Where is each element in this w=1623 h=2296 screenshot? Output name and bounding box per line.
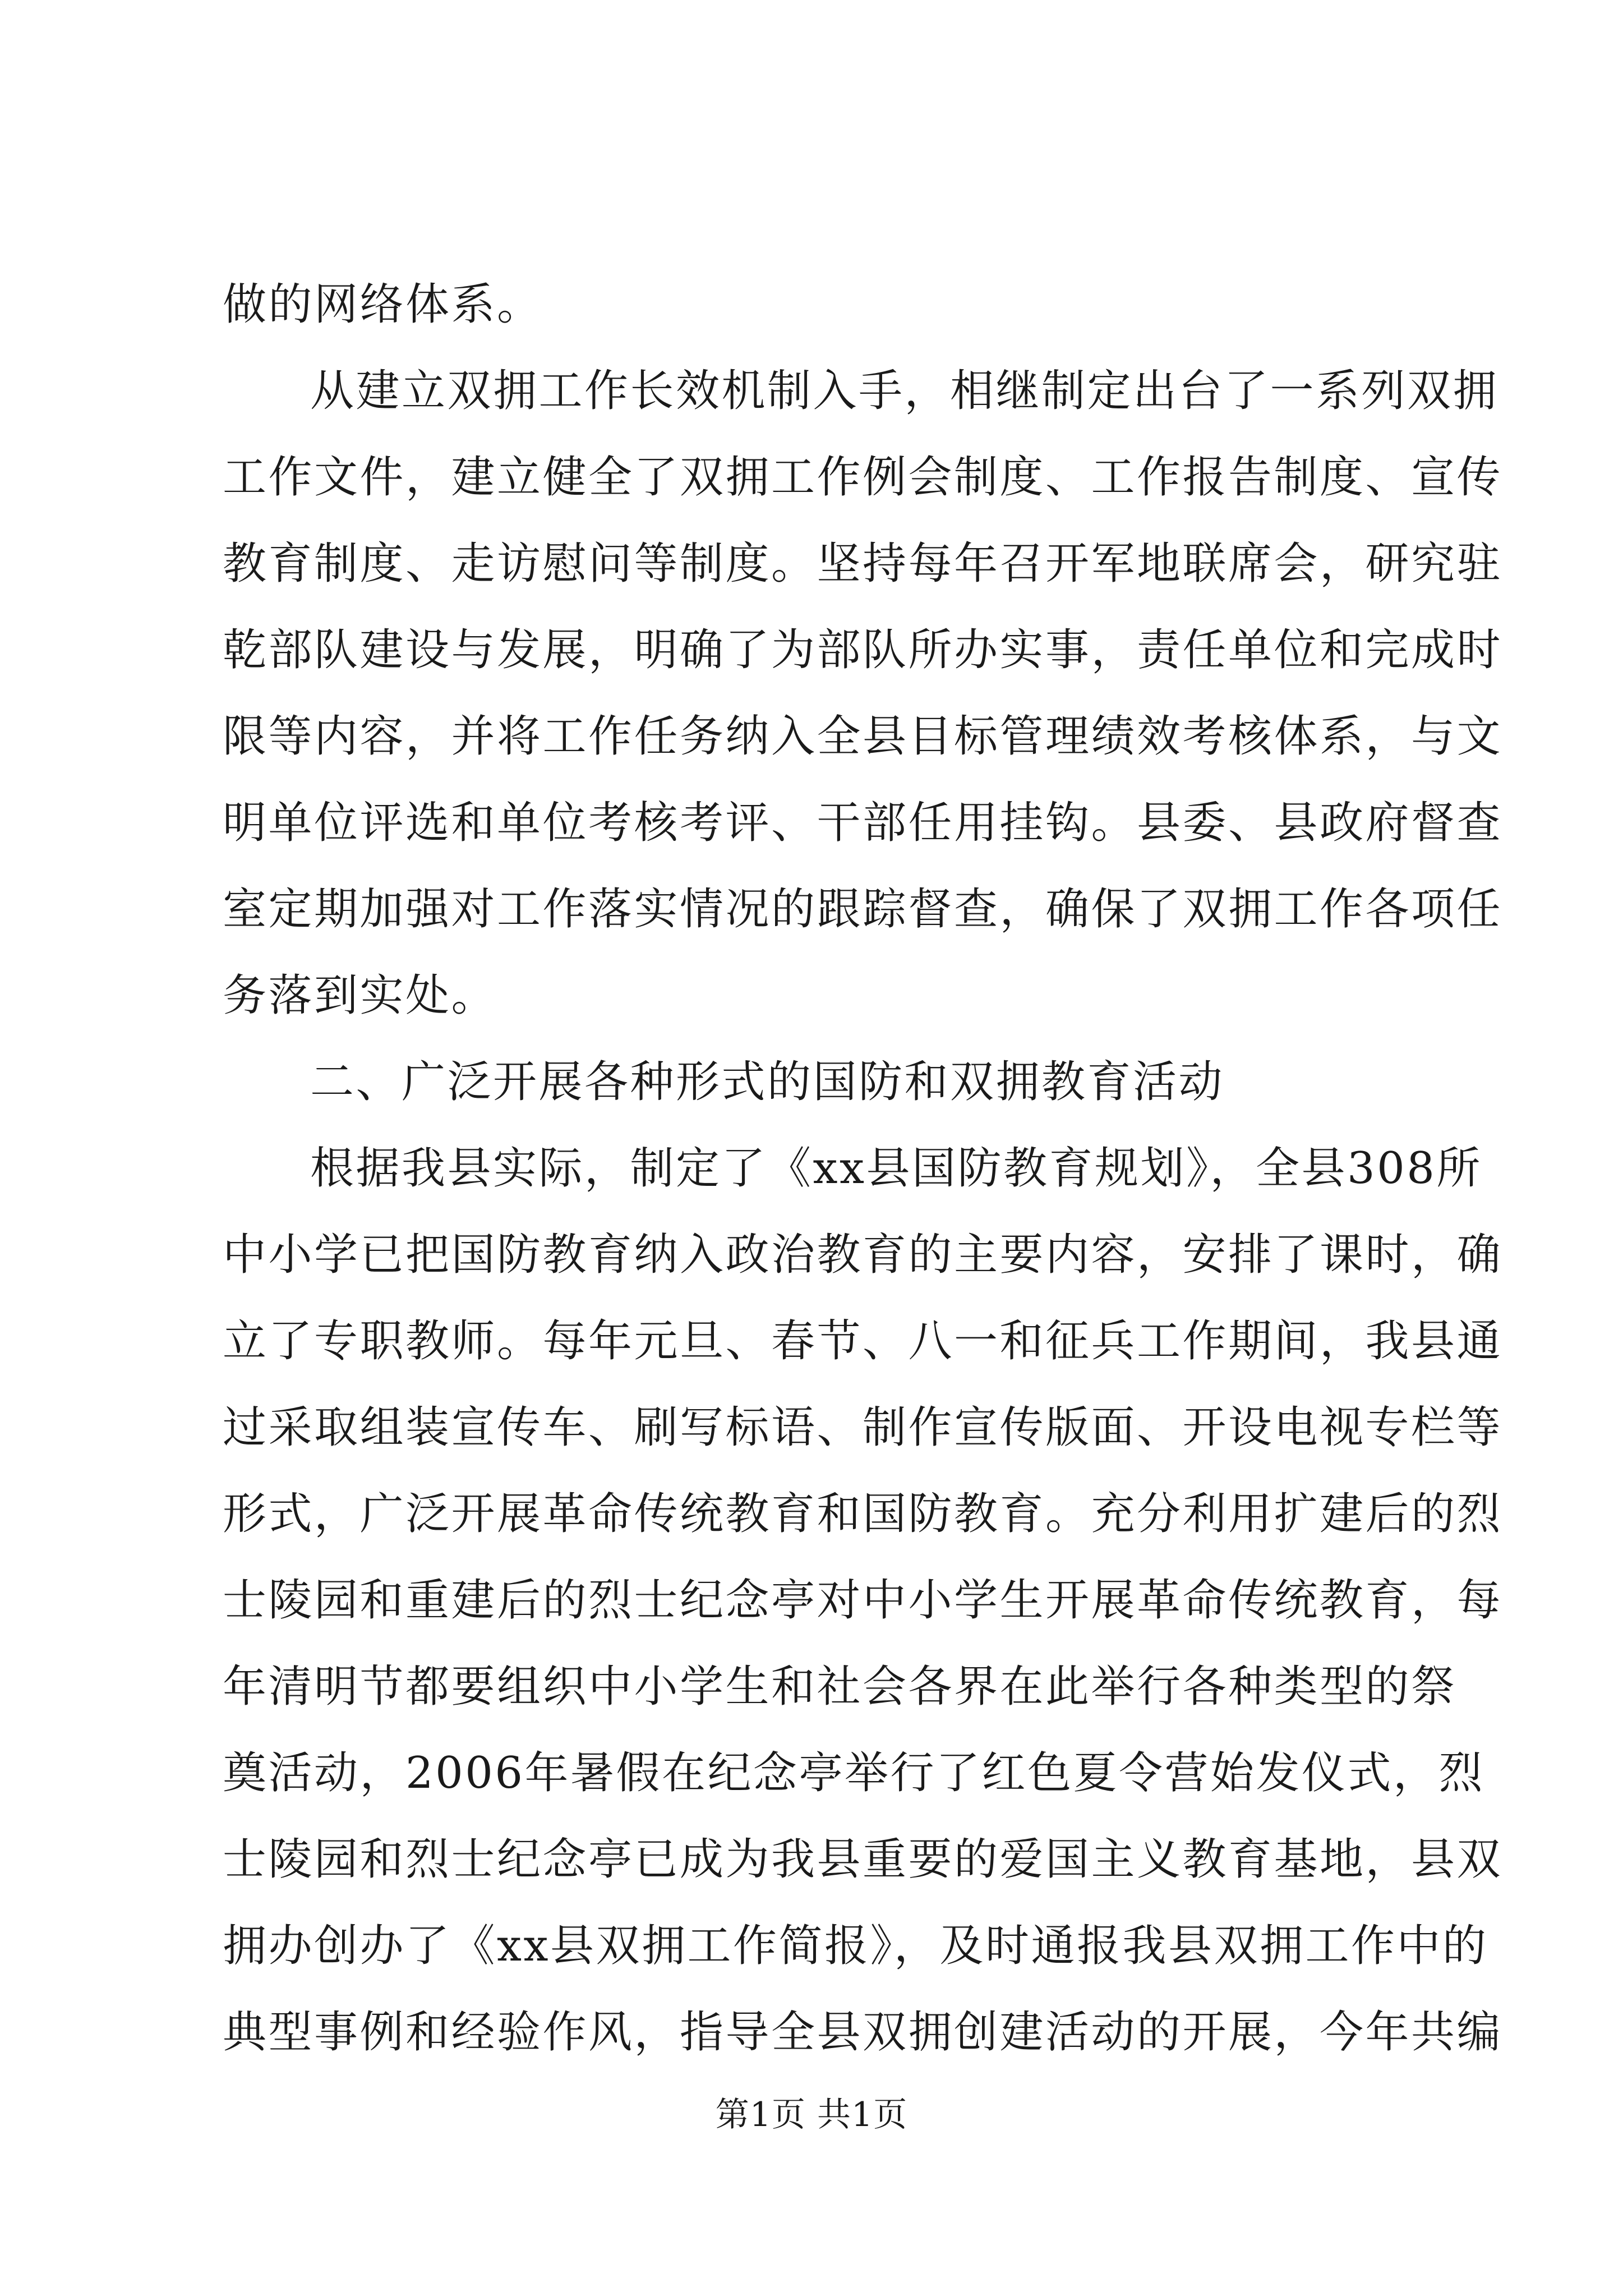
text-line: 形式，广泛开展革命传统教育和国防教育。充分利用扩建后的烈 xyxy=(223,1489,1503,1539)
text-line: 工作文件，建立健全了双拥工作例会制度、工作报告制度、宣传 xyxy=(223,452,1503,503)
page-footer: 第1页 共1页 xyxy=(715,2095,908,2134)
text-line: 乾部队建设与发展，明确了为部队所办实事，责任单位和完成时 xyxy=(223,625,1503,675)
text-line: 典型事例和经验作风，指导全县双拥创建活动的开展，今年共编 xyxy=(223,2007,1503,2058)
text-line: 拥办创办了《xx县双拥工作简报》，及时通报我县双拥工作中的 xyxy=(223,1921,1488,1971)
text-line: 根据我县实际，制定了《xx县国防教育规划》，全县308所 xyxy=(310,1143,1482,1194)
text-line: 室定期加强对工作落实情况的跟踪督查，确保了双拥工作各项任 xyxy=(223,884,1503,935)
text-line: 年清明节都要组织中小学生和社会各界在此举行各种类型的祭 xyxy=(223,1662,1457,1712)
text-line: 奠活动，2006年暑假在纪念亭举行了红色夏令营始发仪式，烈 xyxy=(223,1748,1485,1798)
text-line: 过采取组装宣传车、刷写标语、制作宣传版面、开设电视专栏等 xyxy=(223,1402,1503,1453)
text-line: 限等内容，并将工作任务纳入全县目标管理绩效考核体系，与文 xyxy=(223,711,1503,762)
document-body xyxy=(223,261,1503,2076)
text-line: 士陵园和重建后的烈士纪念亭对中小学生开展革命传统教育，每 xyxy=(223,1575,1503,1626)
text-line: 明单位评选和单位考核考评、干部任用挂钩。县委、县政府督查 xyxy=(223,798,1503,848)
text-line: 中小学已把国防教育纳入政治教育的主要内容，安排了课时，确 xyxy=(223,1230,1503,1280)
text-line: 士陵园和烈士纪念亭已成为我县重要的爱国主义教育基地，县双 xyxy=(223,1834,1503,1885)
text-line: 从建立双拥工作长效机制入手，相继制定出台了一系列双拥 xyxy=(310,366,1499,416)
text-line: 二、广泛开展各种形式的国防和双拥教育活动 xyxy=(310,1057,1225,1107)
text-line: 做的网络体系。 xyxy=(223,279,543,330)
text-line: 立了专职教师。每年元旦、春节、八一和征兵工作期间，我县通 xyxy=(223,1316,1503,1366)
text-line: 教育制度、走访慰问等制度。坚持每年召开军地联席会，研究驻 xyxy=(223,539,1503,589)
text-line: 务落到实处。 xyxy=(223,970,497,1021)
